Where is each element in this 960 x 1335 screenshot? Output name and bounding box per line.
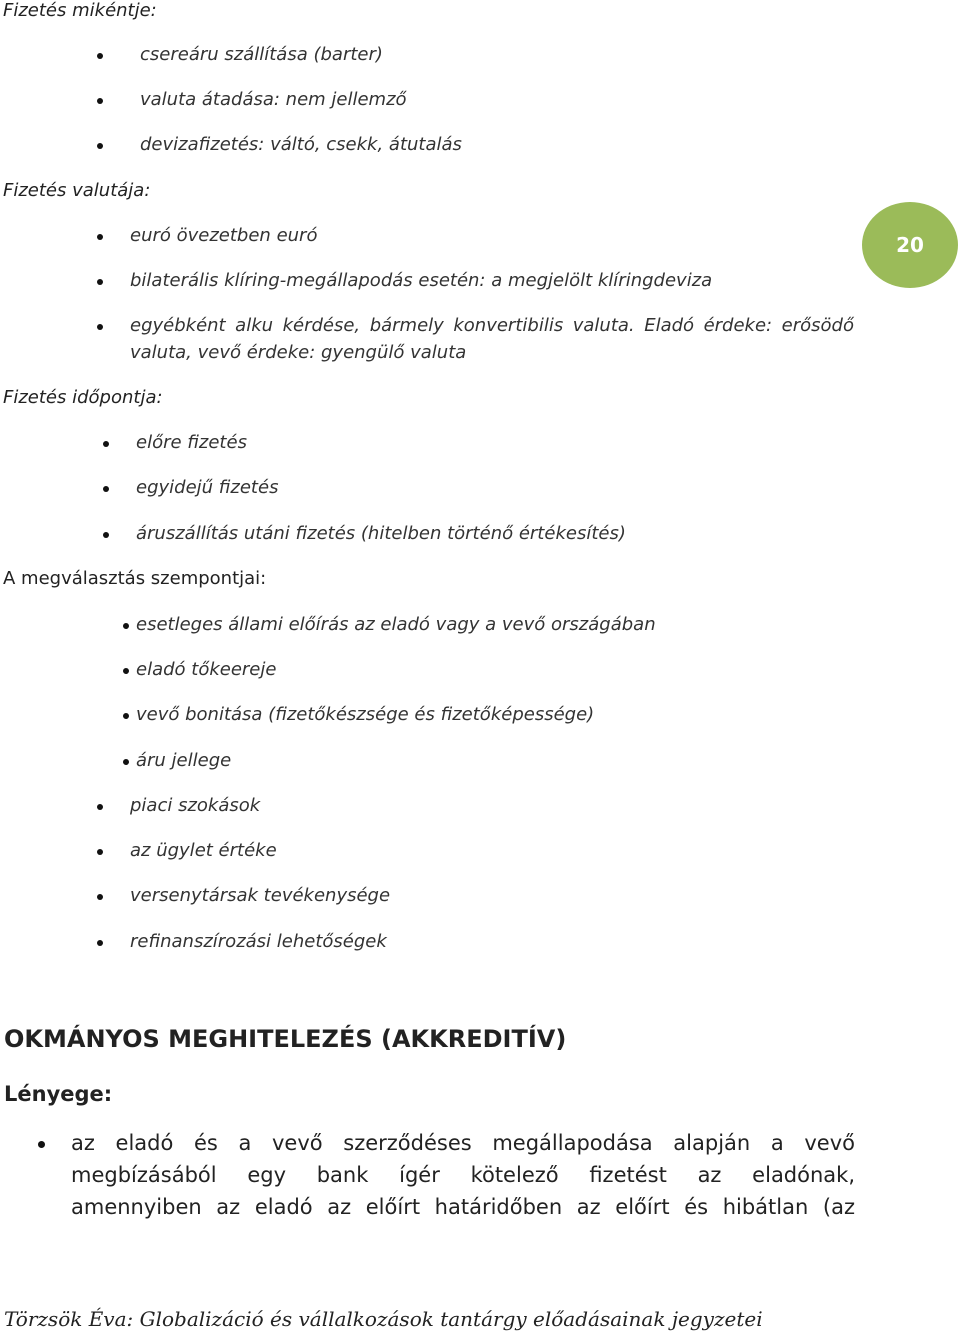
list-item: vevő bonitása (fizetőkészsége és fizetőképessége) [136,704,595,725]
payment-time-heading: Fizetés időpontja: [3,387,163,408]
bullet-icon [103,486,109,492]
list-item: előre fizetés [136,432,247,453]
bullet-icon [97,279,103,285]
list-item: esetleges állami előírás az eladó vagy a vevő országában [136,614,656,635]
bullet-icon [123,759,129,765]
list-item: az ügylet értéke [130,840,277,861]
bullet-icon [97,849,103,855]
page-footer: Törzsök Éva: Globalizáció és vállalkozások tantárgy előadásainak jegyzetei [4,1307,763,1331]
list-item-line: valuta, vevő érdeke: gyengülő valuta [130,342,467,363]
bullet-icon [123,713,129,719]
paragraph-line: megbízásából egy bank ígér kötelező fizetést az eladónak, [71,1163,855,1187]
bullet-icon [97,234,103,240]
list-item: devizafizetés: váltó, csekk, átutalás [140,134,462,155]
bullet-icon [123,623,129,629]
bullet-icon [97,98,103,104]
bullet-icon [97,804,103,810]
bullet-icon [97,324,103,330]
bullet-icon [103,532,109,538]
selection-heading: A megválasztás szempontjai: [3,568,267,589]
payment-method-heading: Fizetés mikéntje: [3,0,157,21]
list-item-line: egyébként alku kérdése, bármely konvertibilis valuta. Eladó érdeke: erősödő [130,315,854,336]
section-subtitle: Lényege: [4,1082,113,1106]
list-item: versenytársak tevékenysége [130,885,391,906]
bullet-icon [97,940,103,946]
payment-currency-heading: Fizetés valutája: [3,180,151,201]
list-item: egyidejű fizetés [136,477,279,498]
list-item: bilaterális klíring-megállapodás esetén: a megjelölt klíringdeviza [130,270,713,291]
list-item: áru jellege [136,750,232,771]
bullet-icon [97,894,103,900]
list-item: csereáru szállítása (barter) [140,44,383,65]
list-item: piaci szokások [130,795,261,816]
list-item: eladó tőkeereje [136,659,277,680]
list-item: áruszállítás utáni fizetés (hitelben történő értékesítés) [136,523,626,544]
section-title: OKMÁNYOS MEGHITELEZÉS (AKKREDITÍV) [4,1025,567,1053]
bullet-icon [97,53,103,59]
paragraph-line: amennyiben az eladó az előírt határidőben az előírt és hibátlan (az [71,1195,855,1219]
bullet-icon [123,668,129,674]
bullet-icon [97,143,103,149]
page-number-badge: 20 [862,202,958,288]
list-item: refinanszírozási lehetőségek [130,931,387,952]
list-item: euró övezetben euró [130,225,318,246]
bullet-icon [38,1141,45,1148]
paragraph-line: az eladó és a vevő szerződéses megállapodása alapján a vevő [71,1131,855,1155]
bullet-icon [103,441,109,447]
list-item: valuta átadása: nem jellemző [140,89,407,110]
